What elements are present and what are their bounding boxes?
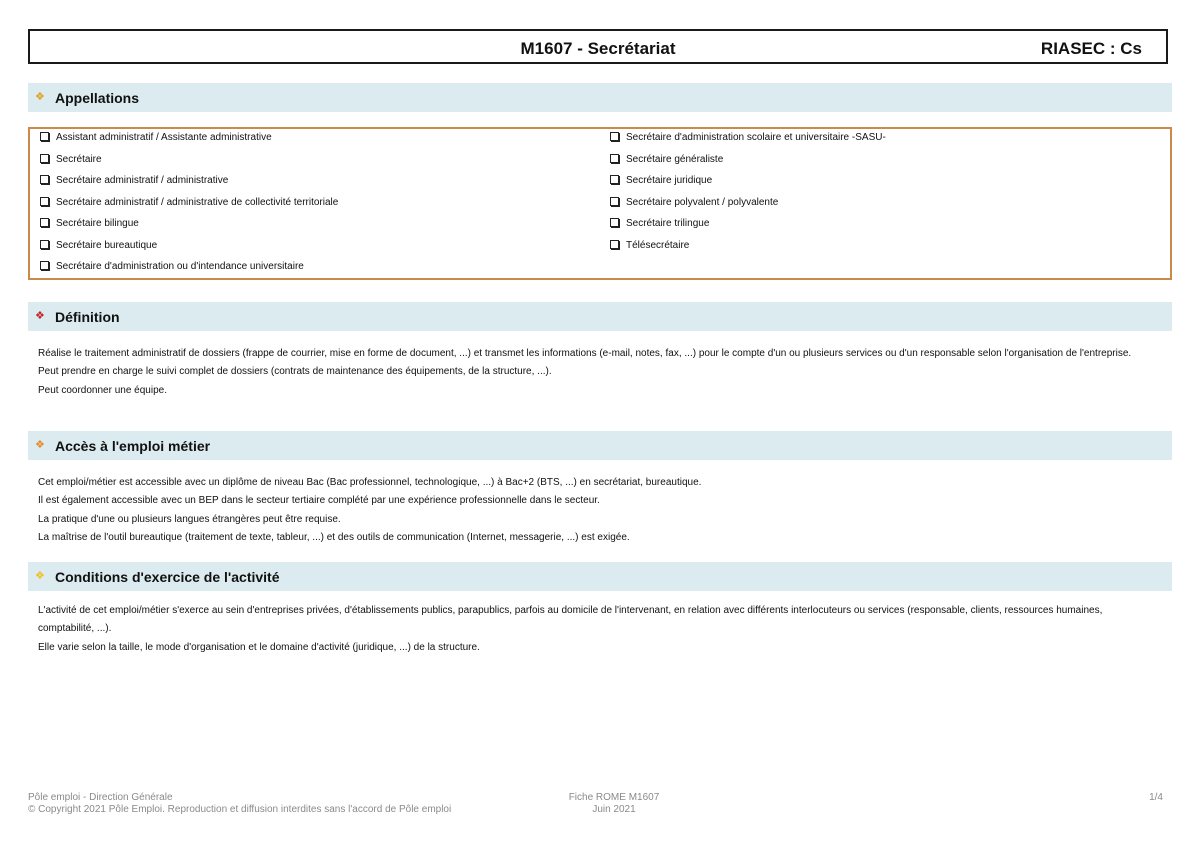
footer-date: Juin 2021 (592, 804, 636, 815)
appellation-label: Assistant administratif / Assistante administrative (56, 132, 272, 143)
checkbox-icon (610, 197, 619, 206)
appellation-label: Secrétaire d'administration scolaire et universitaire -SASU- (626, 132, 886, 143)
checkbox-icon (610, 154, 619, 163)
appellation-item (40, 153, 338, 175)
appellation-item (610, 217, 886, 239)
checkbox-icon (610, 132, 619, 141)
section-title-conditions: Conditions d'exercice de l'activité (55, 569, 280, 585)
checkbox-icon (40, 132, 49, 141)
appellation-item (610, 174, 886, 196)
section-header-appellations (28, 83, 1172, 112)
paragraph: La maîtrise de l'outil bureautique (traitement de texte, tableur, ...) et des outils de communication (Internet, messagerie, ...) est exigée. (38, 532, 630, 544)
appellation-item (610, 196, 886, 218)
appellation-label: Secrétaire trilingue (626, 218, 710, 229)
appellation-item (40, 131, 338, 153)
section-header-acces (28, 431, 1172, 460)
appellation-label: Secrétaire administratif / administrative de collectivité territoriale (56, 196, 339, 208)
appellation-label: Secrétaire d'administration ou d'intendance universitaire (56, 261, 304, 272)
diamond-icon: ❖ (35, 439, 45, 451)
footer-copyright: © Copyright 2021 Pôle Emploi. Reproduction et diffusion interdites sans l'accord de Pôle emploi (28, 804, 452, 815)
acces-text (38, 474, 1148, 548)
checkbox-icon (40, 218, 49, 227)
diamond-icon: ❖ (35, 310, 45, 322)
diamond-icon: ❖ (35, 91, 45, 103)
appellations-list (28, 127, 1172, 280)
appellation-label: Secrétaire polyvalent / polyvalente (626, 196, 779, 208)
footer-org: Pôle emploi - Direction Générale (28, 792, 173, 803)
section-title-appellations: Appellations (55, 90, 140, 106)
appellation-item (40, 260, 338, 282)
section-title-acces: Accès à l'emploi métier (55, 438, 211, 454)
appellation-label: Secrétaire (56, 153, 102, 165)
page-title: M1607 - Secrétariat (520, 39, 676, 58)
paragraph: Il est également accessible avec un BEP dans le secteur tertiaire complété par une expérience professionnelle dans le secteur. (38, 495, 600, 507)
appellation-item (40, 239, 338, 261)
checkbox-icon (40, 197, 49, 206)
paragraph: Peut coordonner une équipe. (38, 384, 167, 396)
checkbox-icon (610, 175, 619, 184)
appellation-label: Secrétaire juridique (626, 175, 713, 186)
appellation-item (610, 239, 886, 261)
appellation-label: Secrétaire administratif / administrative (56, 175, 229, 186)
paragraph: Elle varie selon la taille, le mode d'organisation et le domaine d'activité (juridique, ...) de la structure. (38, 641, 480, 653)
footer-fiche: Fiche ROME M1607 (568, 792, 660, 803)
checkbox-icon (40, 240, 49, 249)
conditions-text (38, 602, 1148, 657)
appellation-item (40, 196, 338, 218)
title-box (28, 29, 1168, 64)
appellation-label: Secrétaire bureautique (56, 239, 158, 251)
paragraph: Cet emploi/métier est accessible avec un diplôme de niveau Bac (Bac professionnel, technologique, ...) à Bac+2 (BTS, ...) en secrétariat, bureautique. (38, 477, 702, 488)
checkbox-icon (40, 154, 49, 163)
appellation-item (40, 174, 338, 196)
paragraph: L'activité de cet emploi/métier s'exerce au sein d'entreprises privées, d'établissements publics, parapublics, parfois au domicile de l'intervenant, en relation avec différents interlocuteurs ou services (responsable, clients, ressources humaines, comptabilité, ...). (38, 605, 1103, 635)
footer-left (28, 792, 451, 816)
footer-center (514, 792, 714, 816)
paragraph: La pratique d'une ou plusieurs langues étrangères peut être requise. (38, 513, 341, 525)
appellation-label: Secrétaire généraliste (626, 153, 724, 165)
paragraph: Peut prendre en charge le suivi complet de dossiers (contrats de maintenance des équipements, de la structure, ...). (38, 366, 552, 378)
diamond-icon: ❖ (35, 570, 45, 582)
appellation-label: Secrétaire bilingue (56, 218, 139, 229)
checkbox-icon (40, 261, 49, 270)
section-header-conditions (28, 562, 1172, 591)
appellation-item (610, 131, 886, 153)
checkbox-icon (40, 175, 49, 184)
section-header-definition (28, 302, 1172, 331)
footer-page-number: 1/4 (1149, 792, 1163, 803)
appellations-column-left (40, 131, 338, 282)
riasec-code: RIASEC : Cs (1040, 39, 1142, 58)
appellation-item (610, 153, 886, 175)
appellation-label: Télésecrétaire (626, 239, 690, 251)
section-title-definition: Définition (55, 309, 120, 325)
appellations-column-right (610, 131, 886, 260)
appellation-item (40, 217, 338, 239)
paragraph: Réalise le traitement administratif de dossiers (frappe de courrier, mise en forme de document, ...) et transmet les informations (e-mail, notes, fax, ...) pour le compte d'un ou plusieurs services ou d'un responsable selon l'organisation de l'entreprise. (38, 348, 1132, 359)
checkbox-icon (610, 240, 619, 249)
definition-text (38, 345, 1148, 400)
checkbox-icon (610, 218, 619, 227)
